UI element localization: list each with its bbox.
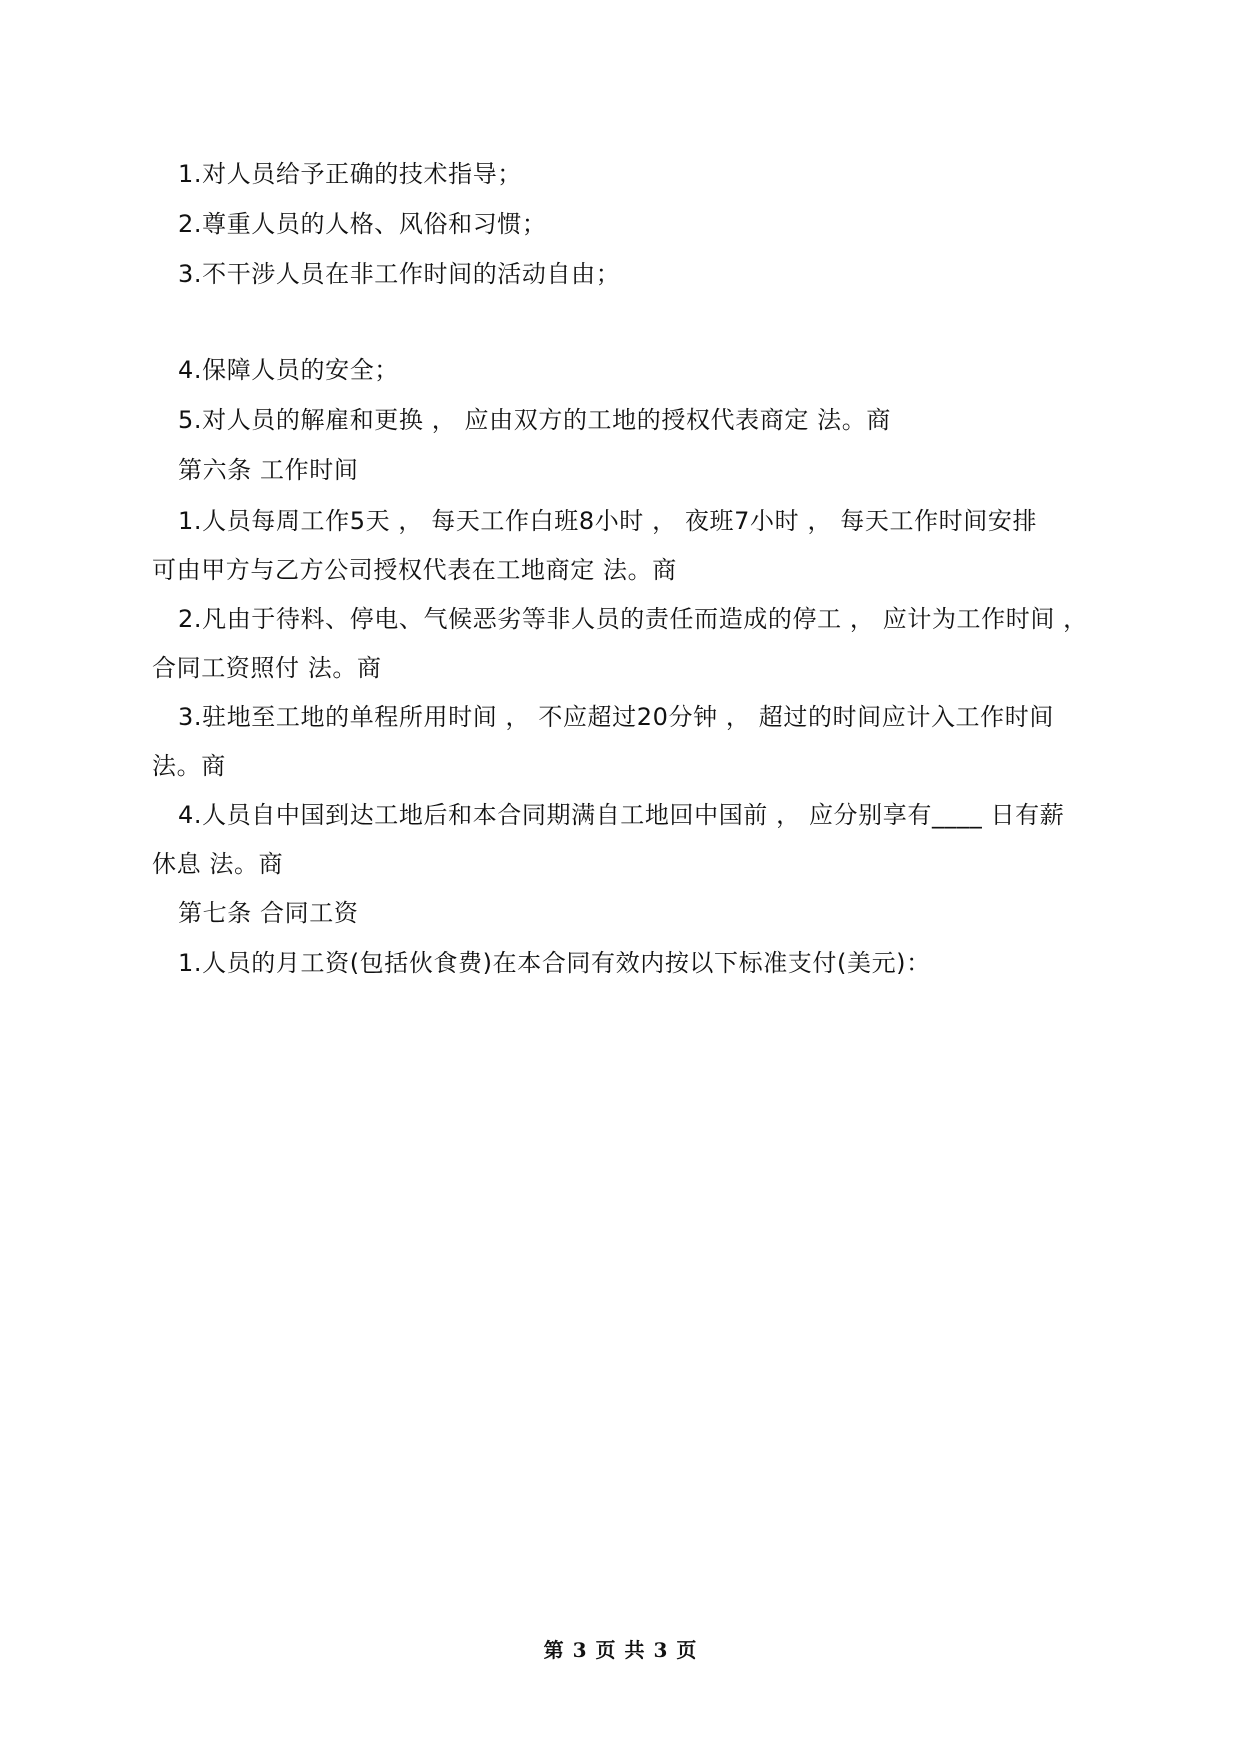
list-item-respect-customs: 2.尊重人员的人格、风俗和习惯； [178,210,547,238]
list-item-dismissal-replacement: 5.对人员的解雇和更换 ， 应由双方的工地的授权代表商定 法。商 [178,406,891,434]
section-heading-working-hours: 第六条 工作时间 [178,456,359,484]
paragraph-monthly-wages: 1.人员的月工资(包括伙食费)在本合同有效内按以下标准支付(美元)： [178,949,931,977]
paragraph-paid-leave-cont: 休息 法。商 [152,850,284,878]
list-item-technical-guidance: 1.对人员给予正确的技术指导； [178,160,522,188]
list-item-personnel-safety: 4.保障人员的安全； [178,356,399,384]
list-item-freedom-of-activity: 3.不干涉人员在非工作时间的活动自由； [178,260,621,288]
paragraph-weekly-schedule: 1.人员每周工作5天 ， 每天工作白班8小时 ， 夜班7小时 ， 每天工作时间安排 [178,507,1038,535]
paragraph-commute-time: 3.驻地至工地的单程所用时间 ， 不应超过20分钟 ， 超过的时间应计入工作时间 [178,703,1054,731]
section-heading-contract-wages: 第七条 合同工资 [178,899,359,927]
paragraph-commute-time-cont: 法。商 [152,752,226,780]
paragraph-paid-leave: 4.人员自中国到达工地后和本合同期满自工地回中国前 ， 应分别享有____ 日有薪 [178,801,1065,829]
paragraph-weekly-schedule-cont: 可由甲方与乙方公司授权代表在工地商定 法。商 [152,556,677,584]
page-number-footer: 第 3 页 共 3 页 [543,1638,698,1662]
paragraph-work-stoppage-cont: 合同工资照付 法。商 [152,654,382,682]
paragraph-work-stoppage: 2.凡由于待料、停电、气候恶劣等非人员的责任而造成的停工 ， 应计为工作时间 ， [178,605,1088,633]
